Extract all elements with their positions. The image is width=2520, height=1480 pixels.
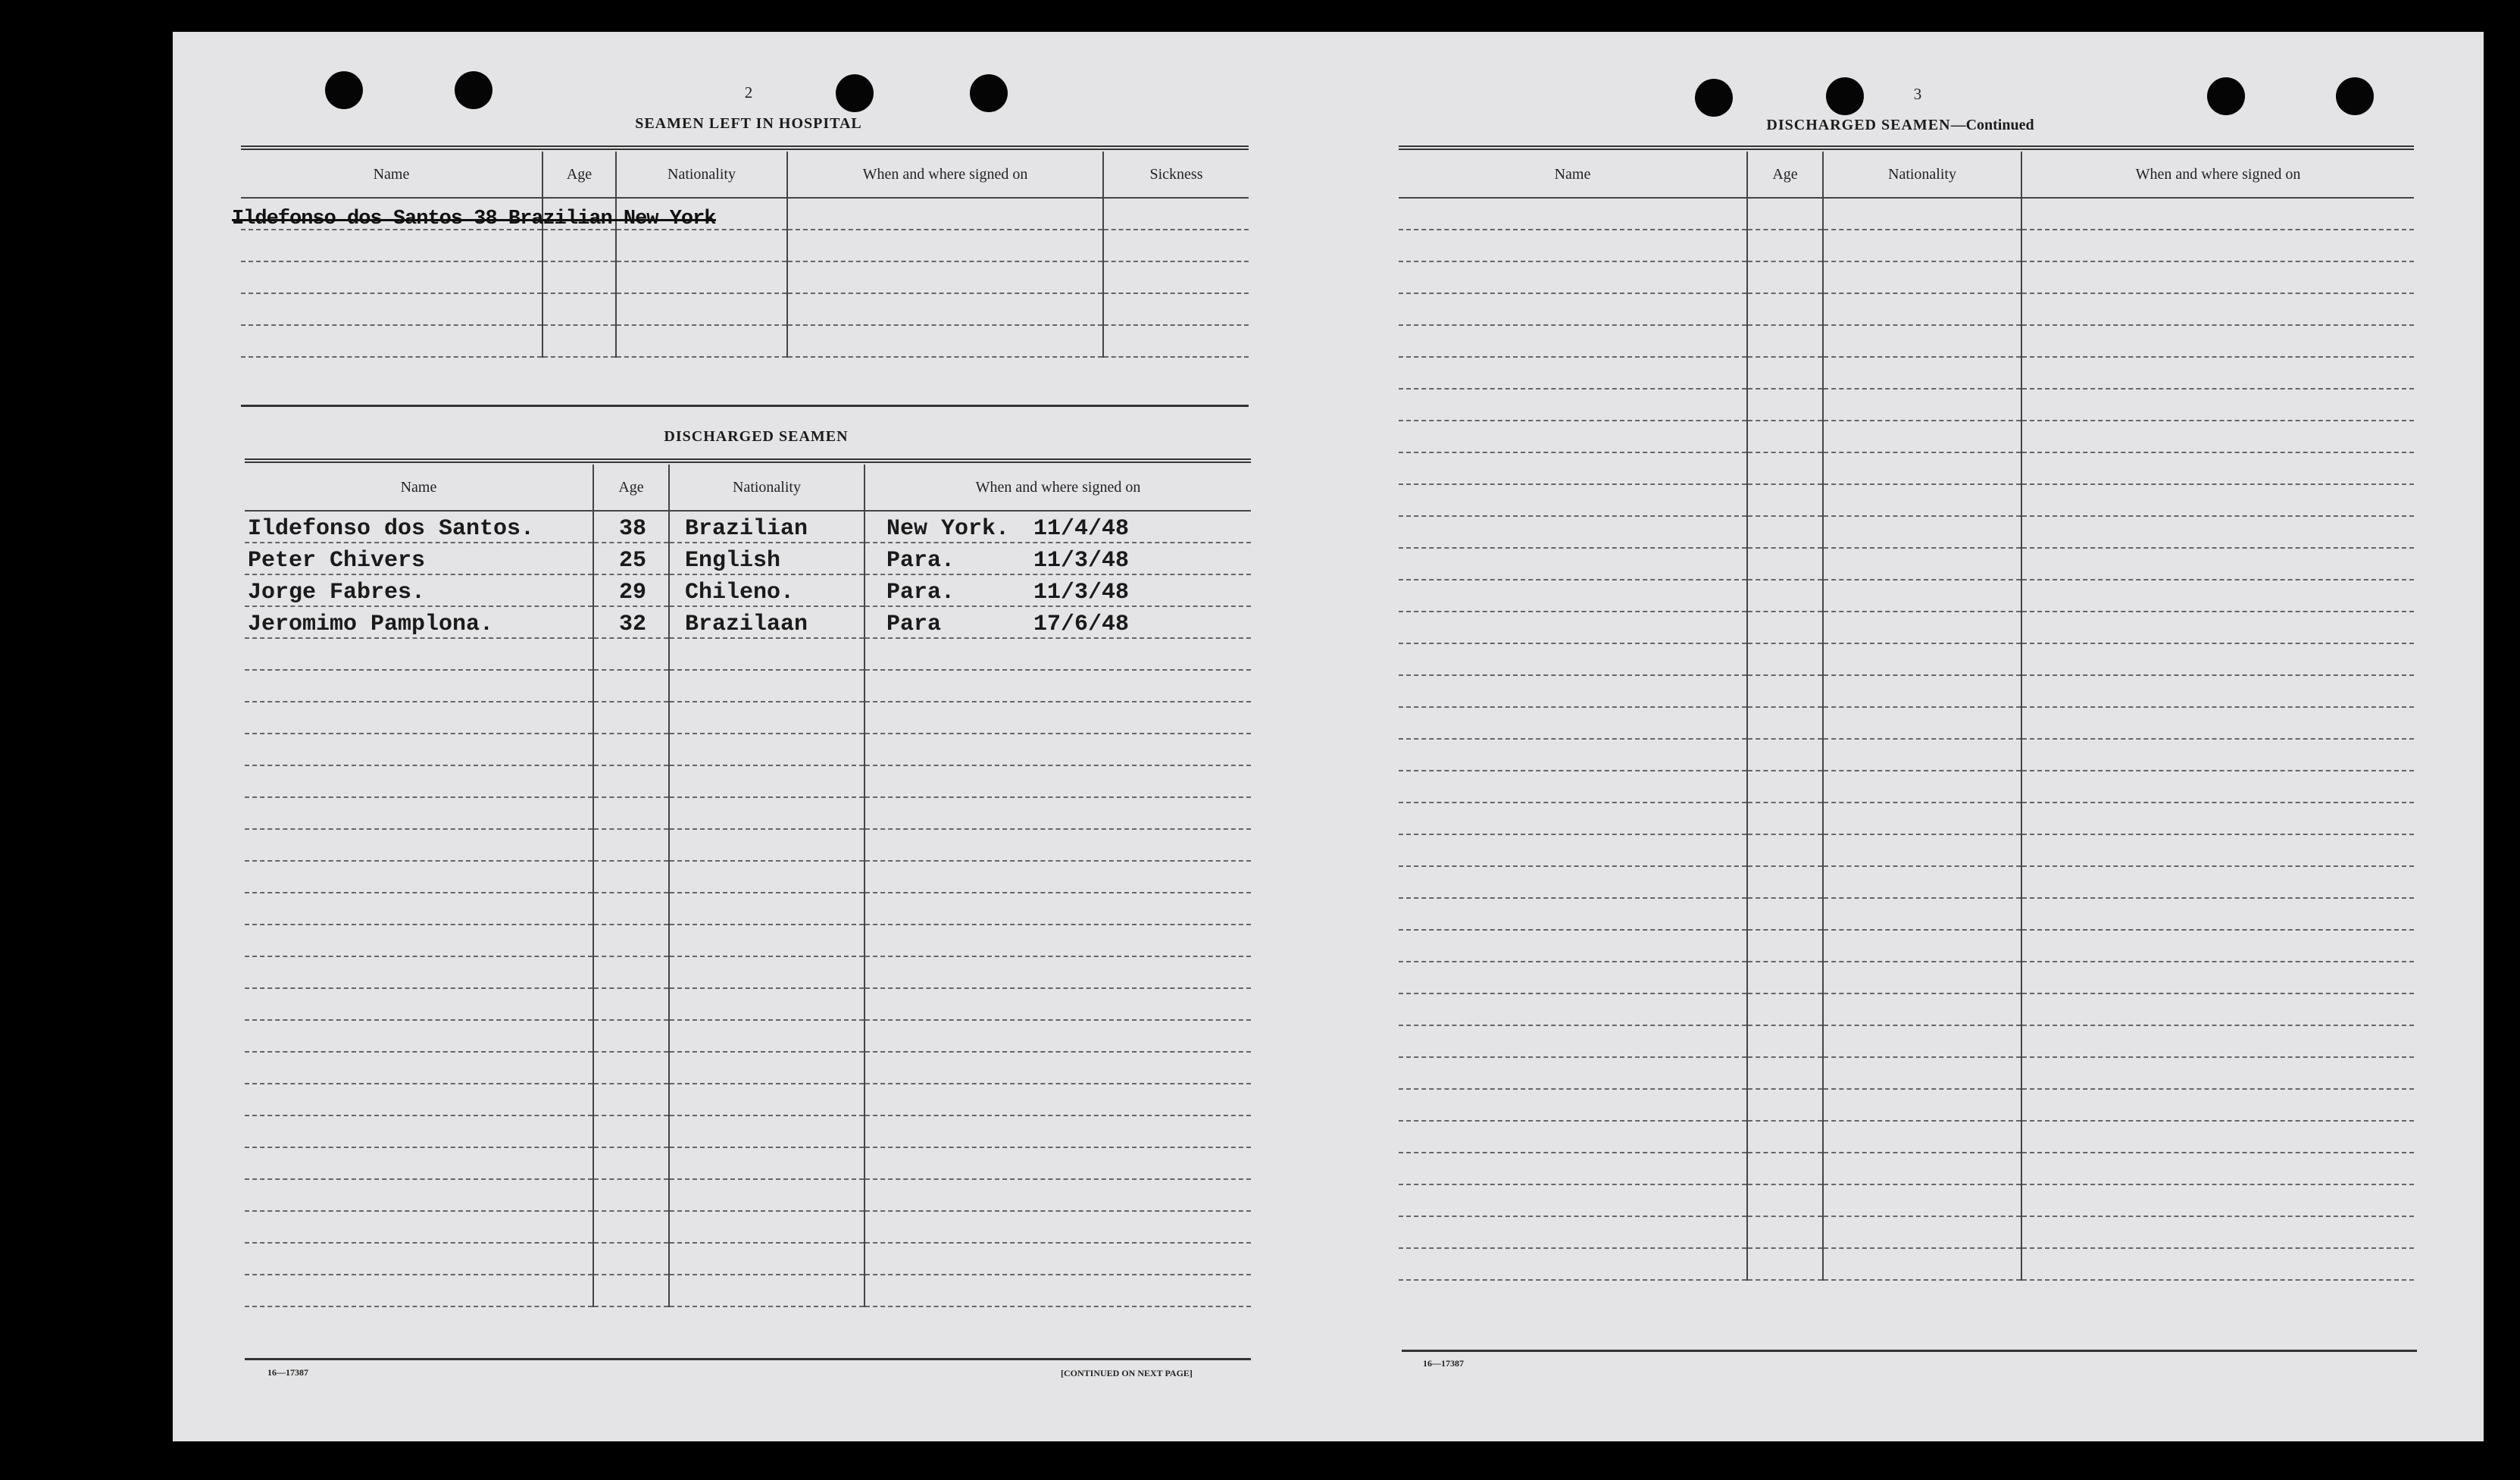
blank-row — [1399, 548, 2414, 580]
punch-hole — [836, 74, 874, 112]
column-header: When and where signed on — [864, 465, 1251, 511]
blank-row — [1399, 739, 2414, 771]
blank-row — [1399, 484, 2414, 516]
table-bottom-rule — [1402, 1350, 2417, 1352]
page-number: 2 — [744, 83, 753, 102]
column-header: Nationality — [1823, 152, 2021, 198]
continued-note: [CONTINUED ON NEXT PAGE] — [1061, 1368, 1193, 1378]
seaman-age: 25 — [593, 543, 669, 574]
blank-row — [1399, 1025, 2414, 1057]
punch-hole — [325, 71, 363, 109]
signed-on-place: New York. — [886, 516, 1010, 542]
blank-row — [1399, 962, 2414, 993]
table-row — [241, 293, 1249, 325]
punch-hole — [970, 74, 1008, 112]
table-row — [245, 574, 1251, 606]
seaman-name: Peter Chivers — [245, 543, 593, 574]
blank-row — [1399, 803, 2414, 834]
blank-row — [1399, 1153, 2414, 1184]
blank-row — [245, 893, 1251, 925]
signed-on-cell — [864, 543, 1251, 574]
table-bottom-rule — [245, 1358, 1251, 1360]
blank-row — [245, 1115, 1251, 1147]
blank-row — [1399, 612, 2414, 643]
seaman-age: 38 — [593, 511, 669, 543]
signed-on-place: Para — [886, 612, 942, 637]
blank-row — [1399, 898, 2414, 930]
blank-row — [1399, 389, 2414, 421]
table-bottom-rule — [241, 405, 1249, 407]
seaman-nationality: Chileno. — [669, 574, 864, 606]
blank-row — [1399, 261, 2414, 293]
table-row — [245, 606, 1251, 638]
signed-on-place: Para. — [886, 548, 955, 574]
blank-row — [1399, 1121, 2414, 1153]
blank-row — [1399, 580, 2414, 612]
column-header: Sickness — [1103, 152, 1249, 198]
column-header: When and where signed on — [787, 152, 1103, 198]
seaman-age: 32 — [593, 606, 669, 638]
blank-row — [245, 861, 1251, 893]
table-top-rule — [245, 458, 1251, 463]
signed-on-date: 11/3/48 — [1033, 580, 1130, 605]
page-number: 3 — [1913, 85, 1922, 103]
punch-hole — [455, 71, 492, 109]
blank-row — [1399, 993, 2414, 1025]
blank-row — [245, 988, 1251, 1020]
blank-row — [1399, 421, 2414, 452]
signed-on-cell — [864, 574, 1251, 606]
seaman-nationality: English — [669, 543, 864, 574]
blank-row — [245, 734, 1251, 765]
document-paper — [173, 32, 2484, 1441]
blank-row — [245, 1084, 1251, 1115]
punch-hole — [2336, 77, 2374, 115]
blank-row — [1399, 516, 2414, 548]
discharged-continued-title — [1696, 117, 2105, 134]
blank-row — [245, 1147, 1251, 1179]
column-header: Nationality — [669, 465, 864, 511]
seaman-nationality: Brazilian — [669, 511, 864, 543]
table-top-rule — [1399, 145, 2414, 150]
blank-row — [1399, 357, 2414, 389]
blank-row — [1399, 675, 2414, 707]
signed-on-cell — [864, 511, 1251, 543]
blank-row — [1399, 198, 2414, 230]
punch-hole — [1695, 79, 1733, 117]
hospital-table — [241, 152, 1249, 358]
seaman-age: 29 — [593, 574, 669, 606]
column-header: Age — [1747, 152, 1823, 198]
blank-row — [1399, 452, 2414, 484]
seaman-name: Ildefonso dos Santos. — [245, 511, 593, 543]
column-header: Name — [241, 152, 542, 198]
blank-row — [245, 1243, 1251, 1275]
punch-hole — [2207, 77, 2245, 115]
blank-row — [245, 1179, 1251, 1211]
column-header: Name — [1399, 152, 1747, 198]
blank-row — [1399, 866, 2414, 898]
blank-row — [245, 956, 1251, 988]
seaman-nationality: Brazilaan — [669, 606, 864, 638]
column-header: When and where signed on — [2021, 152, 2414, 198]
blank-row — [1399, 707, 2414, 739]
blank-row — [245, 702, 1251, 734]
table-row — [241, 261, 1249, 293]
blank-row — [1399, 325, 2414, 357]
title-main: DISCHARGED SEAMEN — [1766, 117, 1951, 133]
discharged-continued-table — [1399, 152, 2414, 1281]
table-row — [241, 230, 1249, 261]
blank-row — [245, 638, 1251, 670]
blank-row — [1399, 930, 2414, 962]
signed-on-date: 17/6/48 — [1033, 612, 1130, 637]
form-number: 16—17387 — [267, 1367, 308, 1378]
blank-row — [1399, 643, 2414, 675]
table-row — [245, 543, 1251, 574]
blank-row — [245, 1275, 1251, 1306]
discharged-table — [245, 465, 1251, 1307]
signed-on-cell — [864, 606, 1251, 638]
blank-row — [1399, 1089, 2414, 1121]
blank-row — [245, 1020, 1251, 1052]
seaman-name: Jorge Fabres. — [245, 574, 593, 606]
blank-row — [1399, 1057, 2414, 1089]
blank-row — [1399, 1216, 2414, 1248]
seaman-name: Jeromimo Pamplona. — [245, 606, 593, 638]
column-header: Age — [593, 465, 669, 511]
column-header: Nationality — [616, 152, 787, 198]
blank-row — [1399, 1248, 2414, 1280]
blank-row — [245, 1211, 1251, 1243]
punch-hole — [1826, 77, 1864, 115]
form-number: 16—17387 — [1423, 1358, 1464, 1369]
column-header: Name — [245, 465, 593, 511]
table-row — [241, 325, 1249, 357]
discharged-section-title: DISCHARGED SEAMEN — [664, 428, 849, 445]
signed-on-date: 11/4/48 — [1033, 516, 1130, 542]
blank-row — [245, 1052, 1251, 1084]
blank-row — [1399, 230, 2414, 261]
table-row — [245, 511, 1251, 543]
column-header: Age — [542, 152, 616, 198]
blank-row — [1399, 771, 2414, 803]
blank-row — [245, 765, 1251, 797]
blank-row — [245, 670, 1251, 702]
signed-on-date: 11/3/48 — [1033, 548, 1130, 574]
table-top-rule — [241, 145, 1249, 150]
blank-row — [245, 925, 1251, 956]
blank-row — [1399, 834, 2414, 866]
blank-row — [1399, 1184, 2414, 1216]
struck-out-entry: Ildefonso dos Santos 38 Brazilian New York — [232, 208, 716, 230]
signed-on-place: Para. — [886, 580, 955, 605]
blank-row — [245, 829, 1251, 861]
blank-row — [1399, 293, 2414, 325]
title-suffix: —Continued — [1950, 117, 2034, 133]
hospital-section-title: SEAMEN LEFT IN HOSPITAL — [635, 115, 862, 132]
blank-row — [245, 797, 1251, 829]
